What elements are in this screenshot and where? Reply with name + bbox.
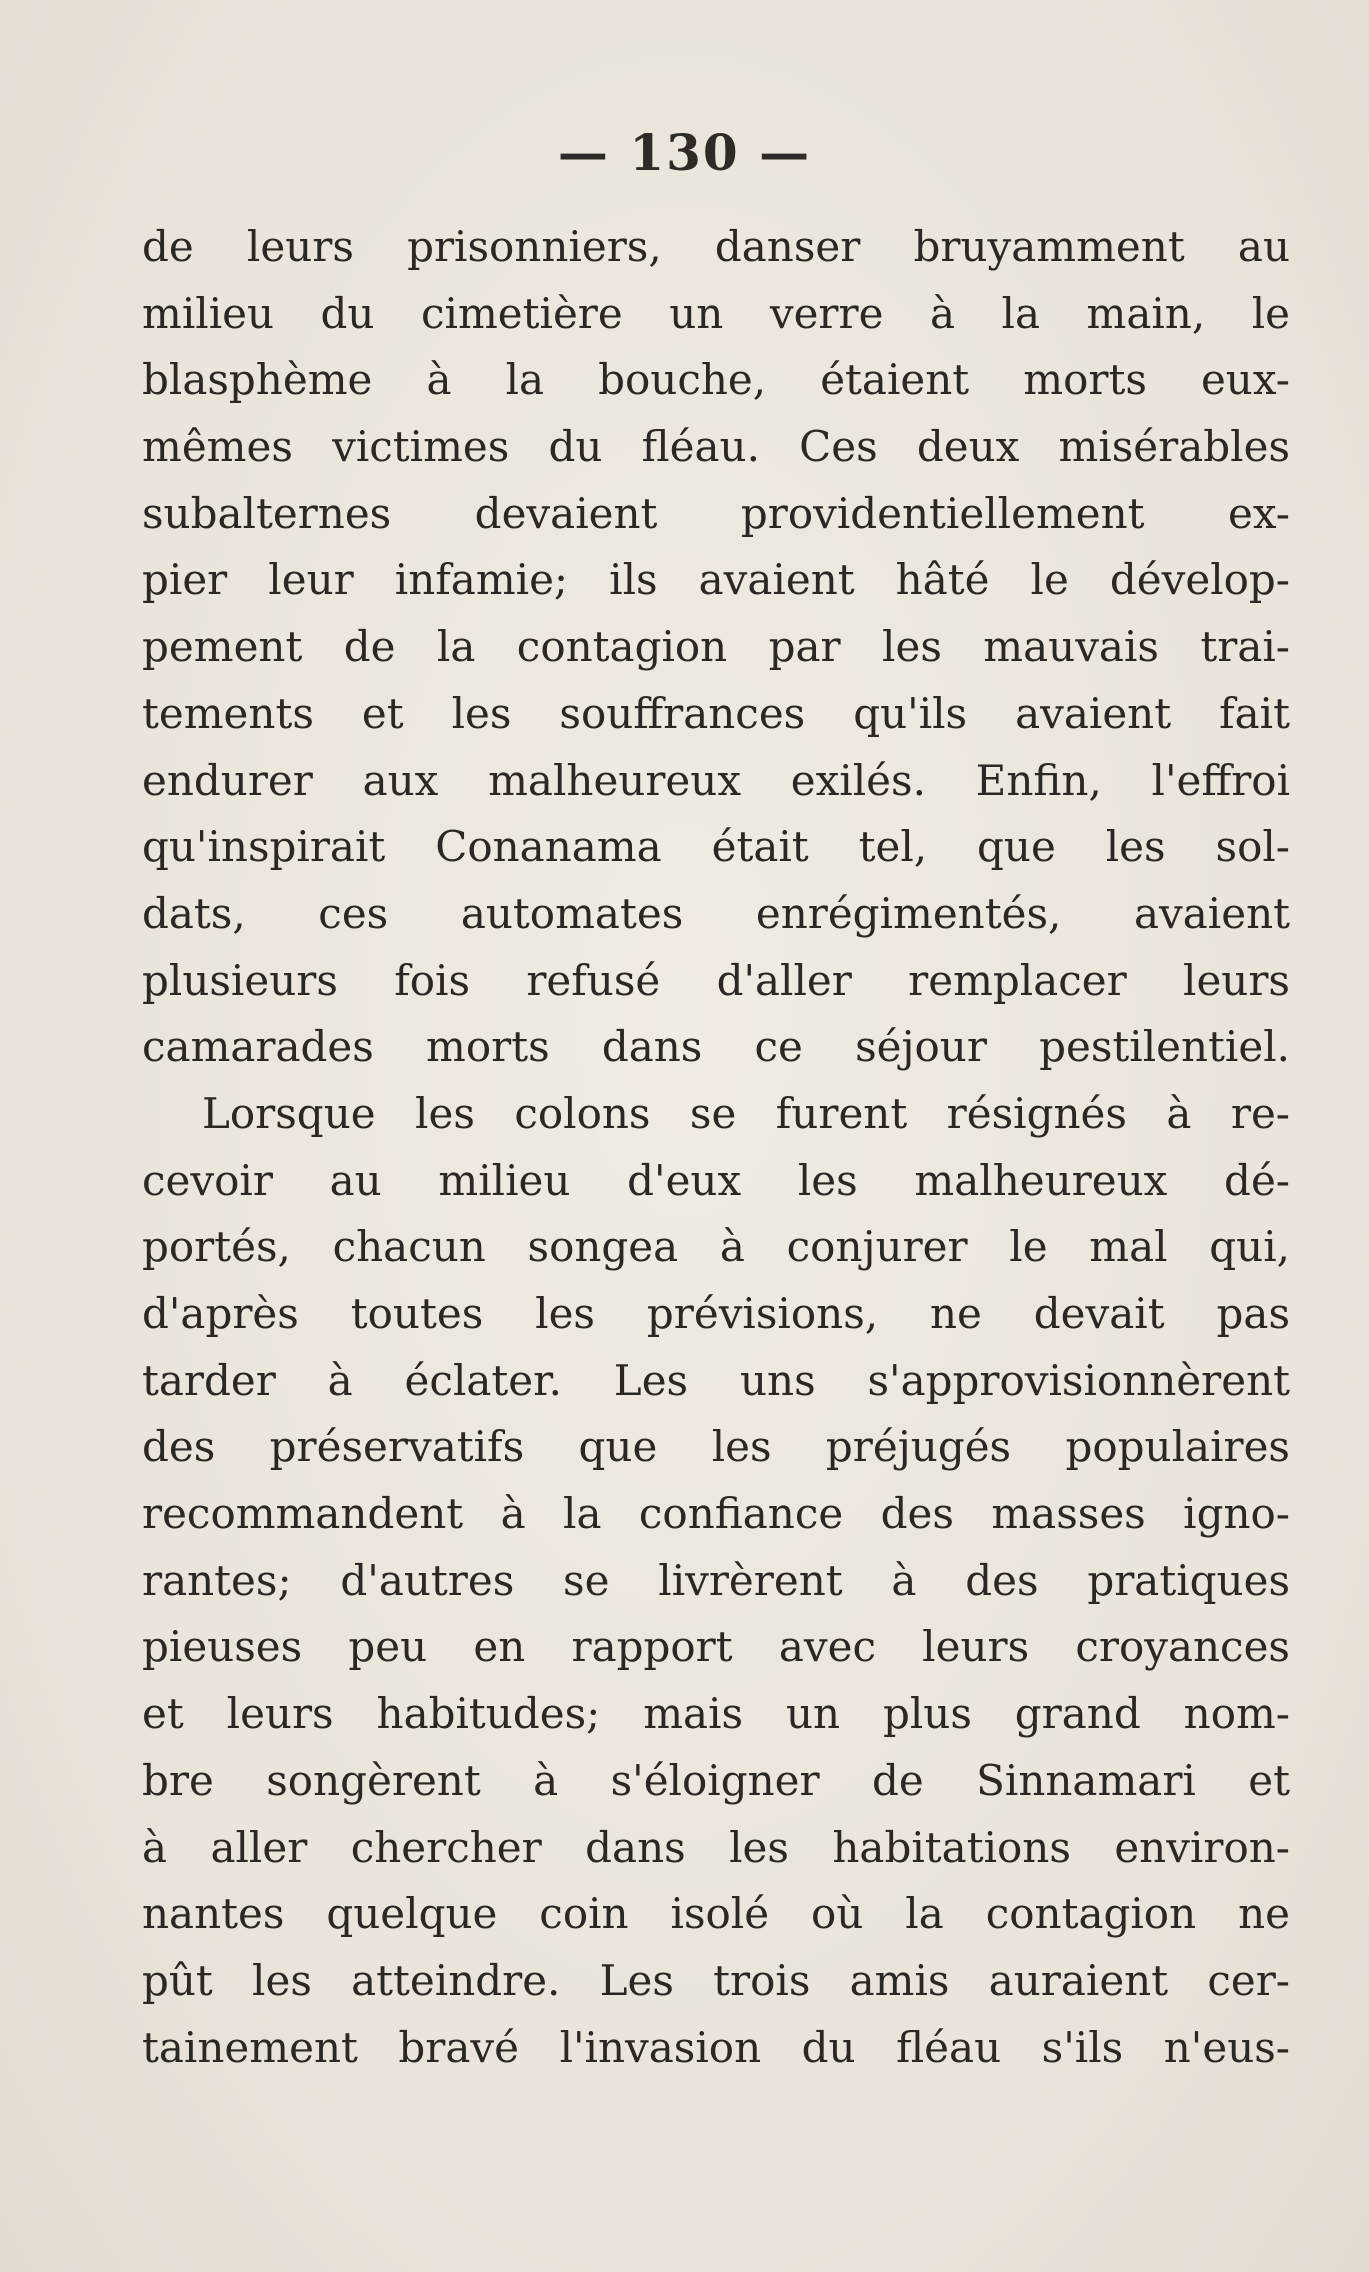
text-line: et leurs habitudes; mais un plus grand nom- <box>142 1689 1290 1739</box>
text-line: de leurs prisonniers, danser bruyamment au <box>142 222 1290 271</box>
text-line: Lorsque les colons se furent résignés à re- <box>202 1088 1290 1138</box>
text-line: rantes; d'autres se livrèrent à des pratiques <box>142 1555 1290 1605</box>
text-line: pier leur infamie; ils avaient hâté le dévelop- <box>142 555 1290 605</box>
text-line: recommandent à la confiance des masses igno- <box>142 1489 1290 1539</box>
text-line: à aller chercher dans les habitations environ- <box>142 1822 1290 1872</box>
text-line: cevoir au milieu d'eux les malheureux dé- <box>142 1155 1290 1205</box>
text-line: nantes quelque coin isolé où la contagion ne <box>142 1889 1290 1939</box>
text-line: tarder à éclater. Les uns s'approvisionnèrent <box>142 1355 1290 1405</box>
text-line: d'après toutes les prévisions, ne devait pas <box>142 1289 1290 1338</box>
text-line: dats, ces automates enrégimentés, avaient <box>142 888 1290 938</box>
text-line: plusieurs fois refusé d'aller remplacer leurs <box>142 955 1290 1005</box>
text-line: bre songèrent à s'éloigner de Sinnamari et <box>142 1755 1290 1805</box>
text-line: portés, chacun songea à conjurer le mal qui, <box>142 1222 1290 1272</box>
text-line: qu'inspirait Conanama était tel, que les sol- <box>142 822 1290 872</box>
text-line: des préservatifs que les préjugés populaires <box>142 1422 1290 1472</box>
text-line: pement de la contagion par les mauvais trai- <box>142 622 1290 672</box>
text-line: tainement bravé l'invasion du fléau s'ils n'eus- <box>142 2022 1290 2072</box>
text-line: tements et les souffrances qu'ils avaient fait <box>142 688 1290 738</box>
text-line: blasphème à la bouche, étaient morts eux- <box>142 355 1290 405</box>
text-line: subalternes devaient providentiellement ex- <box>142 488 1290 538</box>
text-line: camarades morts dans ce séjour pestilentiel. <box>142 1022 1290 1072</box>
text-line: pieuses peu en rapport avec leurs croyances <box>142 1622 1290 1672</box>
text-line: endurer aux malheureux exilés. Enfin, l'effroi <box>142 755 1290 805</box>
text-line: mêmes victimes du fléau. Ces deux misérables <box>142 422 1290 472</box>
body-text <box>142 214 1290 2081</box>
page-number-header: — 130 — <box>557 123 812 182</box>
text-line: milieu du cimetière un verre à la main, le <box>142 288 1290 338</box>
text-line: pût les atteindre. Les trois amis auraient cer- <box>142 1955 1290 2005</box>
